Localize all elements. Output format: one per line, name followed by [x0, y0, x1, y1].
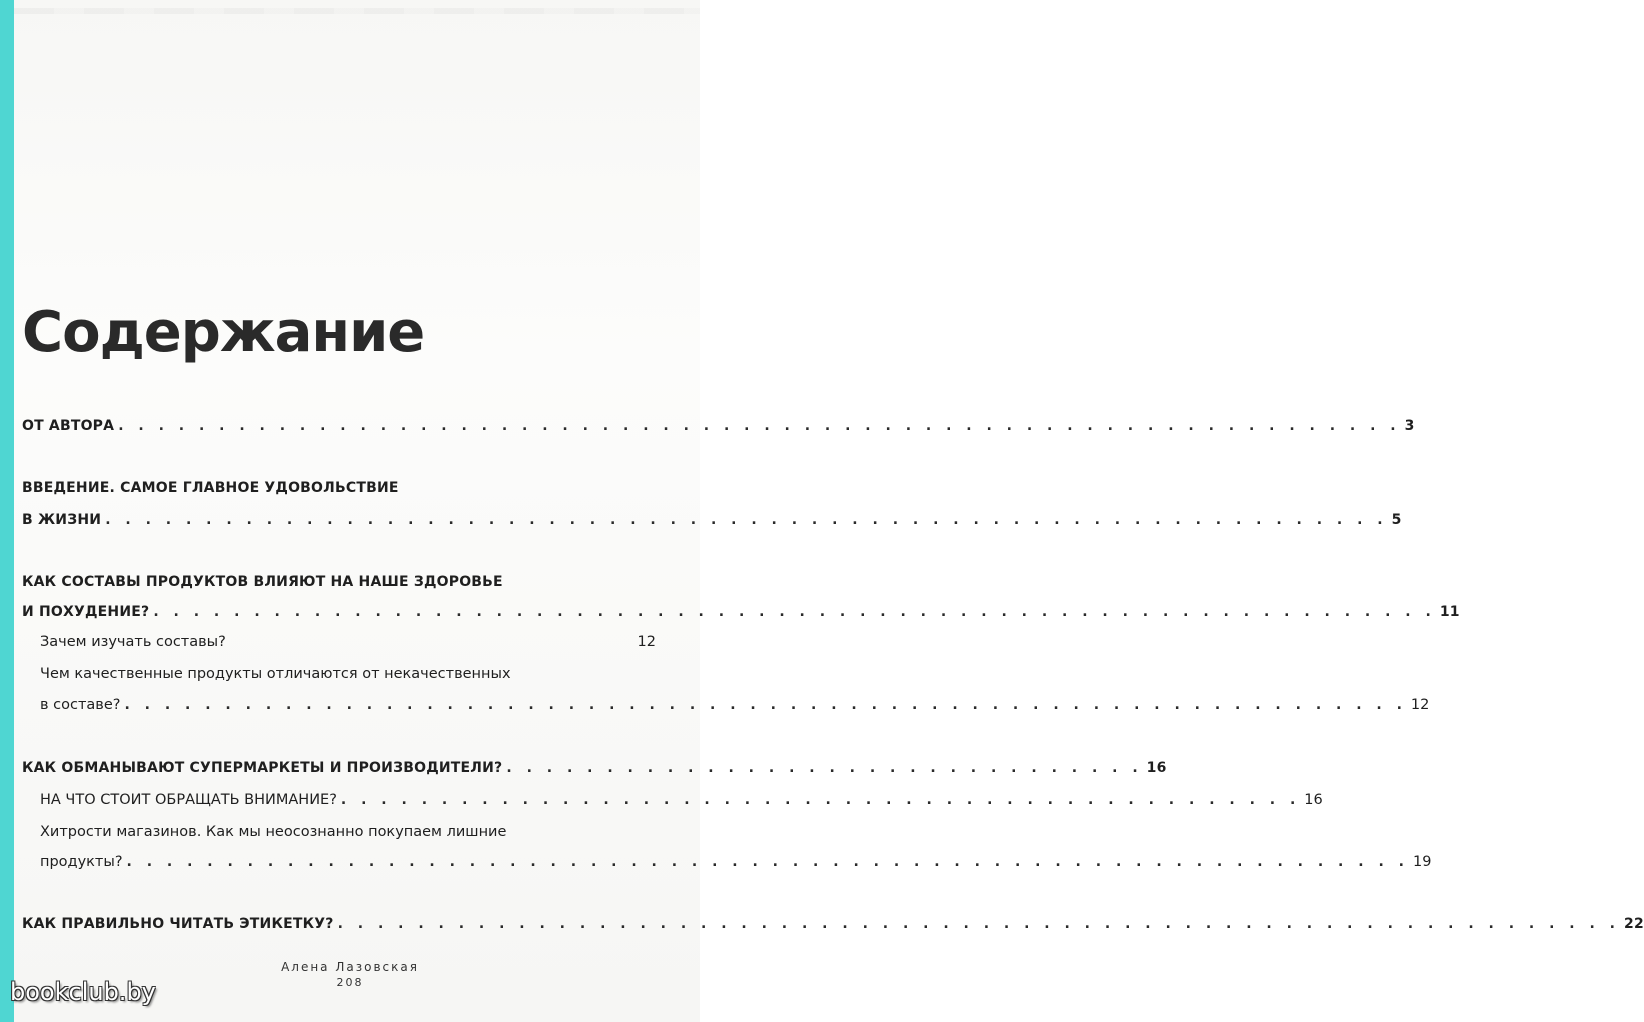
- toc-page-number: 11: [1439, 604, 1460, 620]
- toc-page-number: 22: [1624, 916, 1644, 932]
- toc-entry-text: Зачем изучать составы?: [40, 634, 226, 650]
- toc-entry: [22, 916, 1644, 940]
- toc-entry-text: ВВЕДЕНИЕ. САМОЕ ГЛАВНОЕ УДОВОЛЬСТВИЕ: [22, 480, 399, 496]
- toc-page-number: 3: [1404, 418, 1415, 434]
- toc-leader: . . . . . . . . . . . . . . . . . . . . . . . . . . . . . . . . . . . . . . . . . . . . . . . . . . . . . . . . . . . . . . . .: [118, 418, 1401, 434]
- toc-entry-text: КАК СОСТАВЫ ПРОДУКТОВ ВЛИЯЮТ НА НАШЕ ЗДОРОВЬЕ: [22, 574, 503, 590]
- footer-author: Алена Лазовская: [281, 960, 419, 974]
- toc-entry-text: В ЖИЗНИ: [22, 512, 102, 528]
- toc-entry: [40, 666, 656, 690]
- toc-entry: [40, 634, 656, 658]
- toc-entry-text: продукты?: [40, 854, 123, 870]
- toc-page-number: 19: [1412, 854, 1432, 870]
- toc-entry-text: Хитрости магазинов. Как мы неосознанно покупаем лишние: [40, 824, 507, 840]
- toc-leader: [230, 634, 634, 650]
- toc-page-number: 16: [1304, 792, 1323, 808]
- toc-entry: [40, 854, 1432, 878]
- toc-leader: . . . . . . . . . . . . . . . . . . . . . . . . . . . . . . . . . . . . . . . . . . . . . . . .: [340, 792, 1301, 808]
- toc-leader: . . . . . . . . . . . . . . . . . . . . . . . . . . . . . . . . . . . . . . . . . . . . . . . . . . . . . . . . . . . . . . . .: [153, 604, 1436, 620]
- toc-page-number: 12: [637, 634, 656, 650]
- toc-entry: [22, 418, 1415, 442]
- toc-page-number: 5: [1391, 512, 1402, 528]
- toc-entry: [22, 574, 656, 598]
- toc-page-number: 12: [1410, 697, 1430, 713]
- site-watermark: bookclub.by: [10, 978, 156, 1006]
- toc-leader: . . . . . . . . . . . . . . . . . . . . . . . . . . . . . . . . . . . . . . . . . . . . . . . . . . . . . . . . . . . . . . . .: [337, 916, 1621, 932]
- toc-leader: . . . . . . . . . . . . . . . . . . . . . . . . . . . . . . . . . . . . . . . . . . . . . . . . . . . . . . . . . . . . . . . .: [126, 854, 1409, 870]
- toc-entry: [40, 824, 656, 848]
- toc-entry-text: КАК ПРАВИЛЬНО ЧИТАТЬ ЭТИКЕТКУ?: [22, 916, 334, 932]
- toc-entry: [22, 480, 656, 504]
- page-title: Содержание: [22, 300, 425, 365]
- toc-entry-text: в составе?: [40, 697, 121, 713]
- toc-entry: [40, 697, 1430, 721]
- toc-leader: . . . . . . . . . . . . . . . . . . . . . . . . . . . . . . . . . . . . . . . . . . . . . . . . . . . . . . . . . . . . . . . .: [124, 697, 1407, 713]
- toc-entry-text: НА ЧТО СТОИТ ОБРАЩАТЬ ВНИМАНИЕ?: [40, 792, 337, 808]
- toc-entry-text: И ПОХУДЕНИЕ?: [22, 604, 150, 620]
- footer-page-number: 208: [336, 976, 364, 989]
- toc-entry-text: Чем качественные продукты отличаются от некачественных: [40, 666, 511, 682]
- toc-entry: [22, 760, 1167, 784]
- toc-entry: [40, 792, 1323, 816]
- toc-page-number: 16: [1146, 760, 1167, 776]
- toc-entry: [22, 604, 1460, 628]
- toc-entry-text: КАК ОБМАНЫВАЮТ СУПЕРМАРКЕТЫ И ПРОИЗВОДИТЕЛИ?: [22, 760, 503, 776]
- toc-entry-text: ОТ АВТОРА: [22, 418, 115, 434]
- toc-leader: . . . . . . . . . . . . . . . . . . . . . . . . . . . . . . . .: [506, 760, 1143, 776]
- toc-entry: [22, 512, 1402, 536]
- toc-leader: . . . . . . . . . . . . . . . . . . . . . . . . . . . . . . . . . . . . . . . . . . . . . . . . . . . . . . . . . . . . . . . .: [105, 512, 1388, 528]
